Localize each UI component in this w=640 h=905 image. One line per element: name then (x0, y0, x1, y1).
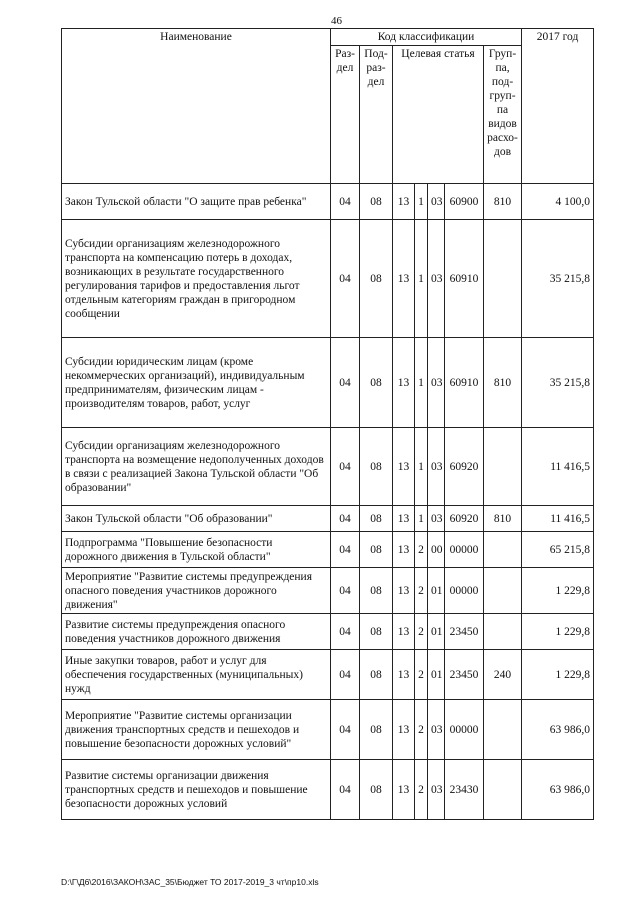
row-podrazdel: 08 (360, 614, 393, 650)
row-target-event: 03 (428, 220, 445, 338)
table-row (62, 614, 594, 650)
row-podrazdel: 08 (360, 220, 393, 338)
row-group: 810 (484, 338, 522, 428)
row-target-event: 03 (428, 184, 445, 220)
row-target-subprogram: 2 (415, 760, 428, 820)
row-target-event: 03 (428, 760, 445, 820)
row-podrazdel: 08 (360, 700, 393, 760)
table-row (62, 506, 594, 532)
row-amount: 11 416,5 (522, 428, 594, 506)
row-podrazdel: 08 (360, 506, 393, 532)
row-target-program: 13 (393, 614, 415, 650)
row-target-program: 13 (393, 220, 415, 338)
row-target-direction: 60920 (445, 506, 484, 532)
row-target-event: 03 (428, 506, 445, 532)
table-row (62, 650, 594, 700)
row-target-event: 01 (428, 614, 445, 650)
row-podrazdel: 08 (360, 760, 393, 820)
file-path-footer: D:\Г\Д6\2016\ЗАКОН\ЗАС_35\Бюджет ТО 2017-2019_3 чт\пр10.xls (61, 877, 319, 887)
row-target-direction: 00000 (445, 532, 484, 568)
table-row (62, 428, 594, 506)
row-name: Развитие системы предупреждения опасного поведения участников дорожного движения (62, 614, 331, 650)
row-podrazdel: 08 (360, 650, 393, 700)
row-amount: 1 229,8 (522, 650, 594, 700)
row-amount: 4 100,0 (522, 184, 594, 220)
row-group (484, 532, 522, 568)
row-target-direction: 00000 (445, 700, 484, 760)
row-group (484, 428, 522, 506)
row-name: Субсидии юридическим лицам (кроме некоммерческих организаций), индивидуальным предпринимателям, физическим лицам - производителям товаров, работ, услуг (62, 338, 331, 428)
row-target-subprogram: 1 (415, 338, 428, 428)
row-name: Развитие системы организации движения транспортных средств и пешеходов и повышение безопасности дорожных условий (62, 760, 331, 820)
row-amount: 63 986,0 (522, 760, 594, 820)
row-group: 810 (484, 184, 522, 220)
table-row (62, 700, 594, 760)
row-target-program: 13 (393, 428, 415, 506)
row-name: Мероприятие "Развитие системы предупреждения опасного поведения участников дорожного движения" (62, 568, 331, 614)
row-target-program: 13 (393, 650, 415, 700)
row-razdel: 04 (331, 184, 360, 220)
row-group (484, 220, 522, 338)
row-target-direction: 60910 (445, 338, 484, 428)
table-row (62, 220, 594, 338)
row-razdel: 04 (331, 614, 360, 650)
row-target-program: 13 (393, 184, 415, 220)
row-target-subprogram: 1 (415, 184, 428, 220)
row-target-subprogram: 2 (415, 700, 428, 760)
table-row (62, 532, 594, 568)
table-body (62, 184, 594, 820)
row-podrazdel: 08 (360, 428, 393, 506)
row-target-subprogram: 2 (415, 568, 428, 614)
row-razdel: 04 (331, 700, 360, 760)
row-target-direction: 23430 (445, 760, 484, 820)
row-name: Мероприятие "Развитие системы организации движения транспортных средств и пешеходов и повышение безопасности дорожных условий" (62, 700, 331, 760)
row-group (484, 760, 522, 820)
row-target-direction: 00000 (445, 568, 484, 614)
row-amount: 35 215,8 (522, 220, 594, 338)
row-target-event: 01 (428, 650, 445, 700)
row-razdel: 04 (331, 506, 360, 532)
header-group: Груп- па, под- груп- па видов расхо- дов (484, 46, 522, 184)
row-target-direction: 23450 (445, 614, 484, 650)
table-row (62, 760, 594, 820)
row-target-subprogram: 1 (415, 220, 428, 338)
row-target-program: 13 (393, 532, 415, 568)
header-year: 2017 год (522, 29, 594, 184)
row-target-subprogram: 2 (415, 614, 428, 650)
table-row (62, 338, 594, 428)
header-target: Целевая статья (393, 46, 484, 184)
row-target-direction: 23450 (445, 650, 484, 700)
row-target-subprogram: 2 (415, 650, 428, 700)
row-target-direction: 60920 (445, 428, 484, 506)
row-target-event: 03 (428, 428, 445, 506)
header-name: Наименование (62, 29, 331, 184)
row-razdel: 04 (331, 220, 360, 338)
row-amount: 1 229,8 (522, 614, 594, 650)
row-amount: 1 229,8 (522, 568, 594, 614)
table-row (62, 184, 594, 220)
row-target-program: 13 (393, 506, 415, 532)
row-razdel: 04 (331, 650, 360, 700)
row-group (484, 568, 522, 614)
row-razdel: 04 (331, 760, 360, 820)
row-target-program: 13 (393, 700, 415, 760)
row-group: 240 (484, 650, 522, 700)
row-target-direction: 60910 (445, 220, 484, 338)
row-target-program: 13 (393, 338, 415, 428)
row-group: 810 (484, 506, 522, 532)
row-group (484, 700, 522, 760)
row-name: Подпрограмма "Повышение безопасности дорожного движения в Тульской области" (62, 532, 331, 568)
row-target-program: 13 (393, 568, 415, 614)
row-podrazdel: 08 (360, 338, 393, 428)
row-amount: 11 416,5 (522, 506, 594, 532)
row-razdel: 04 (331, 568, 360, 614)
row-target-subprogram: 1 (415, 506, 428, 532)
header-code: Код классификации (331, 29, 522, 46)
row-podrazdel: 08 (360, 184, 393, 220)
page-number: 46 (331, 15, 342, 27)
row-group (484, 614, 522, 650)
header-razdel: Раз- дел (331, 46, 360, 184)
row-name: Закон Тульской области "О защите прав ребенка" (62, 184, 331, 220)
header-podrazdel: Под- раз- дел (360, 46, 393, 184)
row-target-event: 03 (428, 338, 445, 428)
row-podrazdel: 08 (360, 532, 393, 568)
row-target-subprogram: 1 (415, 428, 428, 506)
row-target-program: 13 (393, 760, 415, 820)
table-row (62, 568, 594, 614)
row-amount: 65 215,8 (522, 532, 594, 568)
row-amount: 35 215,8 (522, 338, 594, 428)
budget-table (61, 28, 594, 820)
row-target-event: 01 (428, 568, 445, 614)
row-podrazdel: 08 (360, 568, 393, 614)
row-razdel: 04 (331, 532, 360, 568)
row-target-direction: 60900 (445, 184, 484, 220)
row-name: Субсидии организациям железнодорожного транспорта на возмещение недополученных доходов в связи с реализацией Закона Тульской области "Об образовании" (62, 428, 331, 506)
row-name: Иные закупки товаров, работ и услуг для обеспечения государственных (муниципальных) нужд (62, 650, 331, 700)
row-target-event: 00 (428, 532, 445, 568)
row-razdel: 04 (331, 428, 360, 506)
row-name: Субсидии организациям железнодорожного транспорта на компенсацию потерь в доходах, возникающих в результате государственного регулирования тарифов и предоставления льгот отдельным категориям граждан в пригородном сообщении (62, 220, 331, 338)
row-name: Закон Тульской области "Об образовании" (62, 506, 331, 532)
row-target-subprogram: 2 (415, 532, 428, 568)
row-razdel: 04 (331, 338, 360, 428)
row-amount: 63 986,0 (522, 700, 594, 760)
row-target-event: 03 (428, 700, 445, 760)
